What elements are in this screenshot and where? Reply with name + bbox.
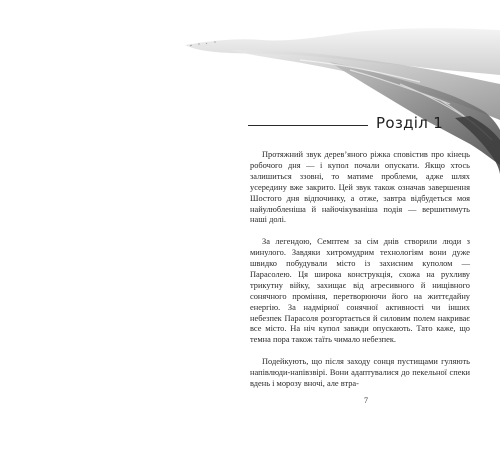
chapter-title-rule: [248, 125, 368, 126]
chapter-title: Розділ 1: [376, 114, 444, 132]
paragraph: Подейкують, що після заходу сонця пустищами гуляють напівлюди-напівзвірі. Вони адаптувалися до пекельної спеки вдень і морозу вночі, але втра-: [250, 357, 470, 388]
paragraph: За легендою, Семптем за сім днів створили люди з минулого. Завдяки хитромудрим технологіям вони дуже швидко побудували місто із захисним куполом — Парасолею. Ця широка конструкція, схожа на рухливу трикутну війку, захищає від агресивного й нищівного сонячного проміння, перетворюючи його на життєдайну енергію. За надмірної сонячної активності чи інших небезпек Парасоля розгортається й силовим полем накриває все місто. На ніч купол завжди опускають. Тато каже, що темна пора також таїть чимало небезпек.: [250, 237, 470, 345]
body-text: [250, 150, 470, 390]
page-number: 7: [364, 396, 368, 405]
paragraph: Протяжний звук дерев’яного ріжка сповістив про кінець робочого дня — і купол почали опускати. Якщо хтось залишиться ззовні, то матиме проблеми, адже шлях усередину вже закрито. Цей звук також означав завершення Шостого дня відпочинку, а отже, завтра відбудеться моя найулюбленіша й найочікуваніша подія — вершитимуть наші долі.: [250, 150, 470, 225]
